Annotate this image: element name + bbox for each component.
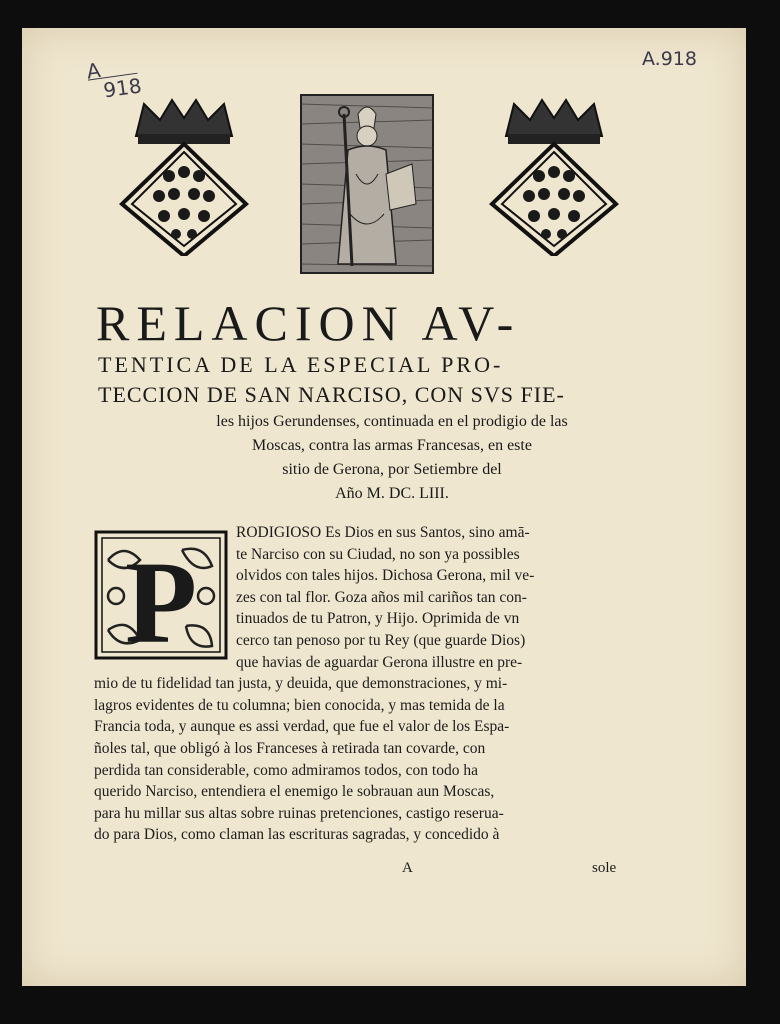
title-line-5: Moscas, contra las armas Francesas, en este xyxy=(252,437,532,454)
title-line-1: RELACION AV- xyxy=(96,295,521,351)
shelfmark-letter: A xyxy=(85,57,103,84)
title-line-2: TENTICA DE LA ESPECIAL PRO- xyxy=(98,352,504,377)
document-page xyxy=(22,28,746,986)
catchword: sole xyxy=(592,860,617,876)
saint-woodcut-illustration xyxy=(300,94,434,274)
body-line: Francia toda, y aunque es assi verdad, que fue el valor de los Espa- xyxy=(94,718,510,736)
coat-of-arms-right-icon xyxy=(484,96,624,256)
body-paragraph xyxy=(94,522,654,846)
body-line: ñoles tal, que obligó à los Franceses à retirada tan covarde, con xyxy=(94,739,486,757)
body-line: perdida tan considerable, como admiramos todos, con todo ha xyxy=(94,761,478,779)
coat-of-arms-left-icon xyxy=(114,96,254,256)
body-line: RODIGIOSO Es Dios en sus Santos, sino amā- xyxy=(236,524,530,541)
title-line-7: Año M. DC. LIII. xyxy=(335,485,449,502)
body-line: tinuados de tu Patron, y Hijo. Oprimida de vn xyxy=(236,610,520,628)
document-title xyxy=(82,296,702,506)
title-line-4: les hijos Gerundenses, continuada en el prodigio de las xyxy=(216,413,568,430)
body-line: do para Dios, como claman las escrituras sagradas, y concedido à xyxy=(94,826,500,844)
title-line-6: sitio de Gerona, por Setiembre del xyxy=(282,461,502,478)
dropcap-letter: P xyxy=(124,537,198,660)
body-line: olvidos con tales hijos. Dichosa Gerona, mil ve- xyxy=(236,567,535,585)
body-line: lagros evidentes de tu columna; bien conocida, y mas temida de la xyxy=(94,696,505,714)
signature-mark: A xyxy=(402,860,413,876)
shelfmark-number: 918 xyxy=(101,73,144,103)
body-line: mio de tu fidelidad tan justa, y deuida, que demonstraciones, y mi- xyxy=(94,675,508,693)
title-line-3: TECCION DE SAN NARCISO, CON SVS FIE- xyxy=(98,382,565,407)
body-line: zes con tal flor. Goza años mil cariños tan con- xyxy=(236,588,527,606)
body-line: para hu millar sus altas sobre ruinas pretenciones, castigo reserua- xyxy=(94,804,504,822)
body-line: cerco tan penoso por tu Rey (que guarde Dios) xyxy=(236,631,526,649)
body-line: te Narciso con su Ciudad, no son ya possibles xyxy=(236,545,520,563)
body-line: que havias de aguardar Gerona illustre en pre- xyxy=(236,653,523,671)
body-line: querido Narciso, entendiera el enemigo le sobrauan aun Moscas, xyxy=(94,783,495,801)
handwritten-shelfmark-right: A.918 xyxy=(642,48,697,70)
